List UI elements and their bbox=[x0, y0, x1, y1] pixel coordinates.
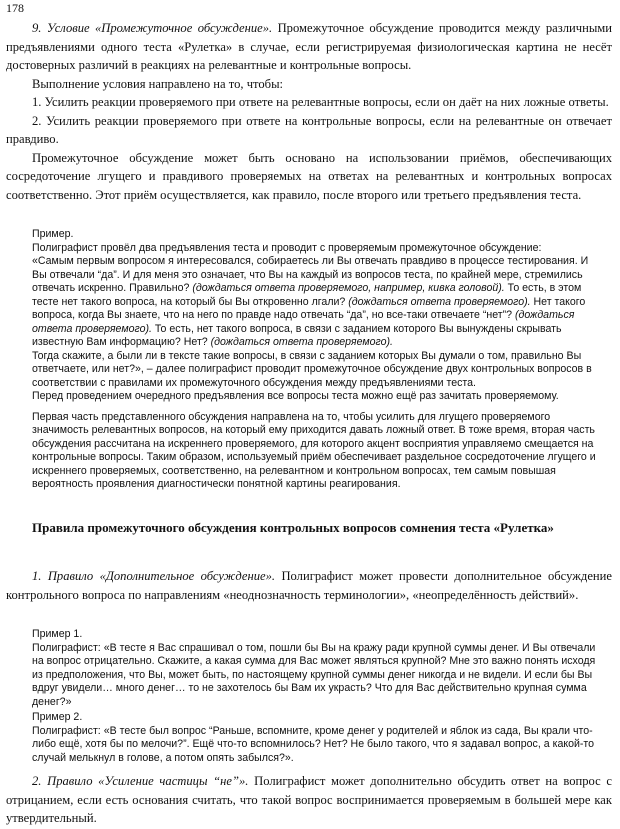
example-dialogue-continued: Тогда скажите, а были ли в тексте такие вопросы, в связи с заданием которых Вы думали о том, правильно Вы ответчаете, или нет?», – далее полиграфист проводит промежуточное обсуждение двух контрольных вопросов в соответствии с правилами их промежуточного обсуждения между предъявлениями теста. bbox=[32, 349, 592, 389]
example-2 bbox=[32, 711, 598, 765]
page-number: 178 bbox=[6, 1, 24, 15]
rule-2-text: Полиграфист может дополнительно обсудить ответ на вопрос с отрицанием, если есть основания считать, что такой вопрос воспринимается проверяемым в большей мере как утвердительный. bbox=[6, 774, 612, 825]
technique-paragraph: Промежуточное обсуждение может быть основано на использовании приёмов, обеспечивающих сосредоточение лгущего и правдивого проверяемых на ответах на релевантных и контрольных вопросах соответственно. Этот приём осуществляется, как правило, после второго или третьего предъявления теста. bbox=[6, 150, 612, 202]
rule-2-section bbox=[6, 772, 612, 828]
example-1 bbox=[32, 628, 598, 709]
rule-2-paragraph bbox=[6, 772, 612, 828]
rule-1-text: Полиграфист может провести дополнительное обсуждение контрольного вопроса по направлениям «неоднозначность терминологии», «неопределённость действий». bbox=[6, 569, 612, 602]
purpose-paragraph: Выполнение условия направлено на то, чтобы: bbox=[32, 76, 284, 91]
example-1-text: Полиграфист: «В тесте я Вас спрашивал о том, пошли бы Вы на кражу ради крупной суммы денег. И Вы отвечали на вопрос отрицательно. Скажите, а какая сумма для Вас может являться крупной? Мне это важно понять исходя из предположения, что Вы, может быть, по настоящему крупной суммы денег никогда и не видели. И если бы Вы вдруг увидели… много денег… то не захотелось бы Вам их украсть? Что для Вас действительно крупная сумма денег?» bbox=[32, 641, 596, 708]
example-analysis: Первая часть представленного обсуждения направлена на то, чтобы усилить для лгущего проверяемого значимость релевантных вопросов, на который ему приходится давать ложный ответ. В тоже время, вторая часть обсуждения рассчитана на искреннего проверяемого, для которого акцент восприятия управляемо смещается на контрольные вопросы. Таким образом, используемый приём обеспечивает раздельное сосредоточение лгущего и искреннего проверяемых, соответственно, на релевантном и контрольном вопросах, тем самым повышая вероятность проявления диагностически понятной картины реагирования. bbox=[32, 410, 596, 490]
intro-section bbox=[6, 19, 612, 204]
condition-text: Промежуточное обсуждение проводится между различными предъявлениями одного теста «Рулетка» в случае, если регистрируемая физиологическая картина не несёт достоверных различий в реакциях на релевантные и контрольные вопросы. bbox=[6, 21, 612, 72]
example-1-title: Пример 1. bbox=[32, 628, 83, 640]
rule-1-paragraph bbox=[6, 567, 612, 604]
rule-1-title: 1. Правило «Дополнительное обсуждение». bbox=[32, 569, 276, 583]
condition-paragraph bbox=[6, 19, 612, 75]
condition-title: 9. Условие «Промежуточное обсуждение». bbox=[32, 21, 273, 35]
example-reread-note: Перед проведением очередного предъявления все вопросы теста можно ещё раз зачитать проверяемому. bbox=[32, 390, 559, 402]
rule-2-title: 2. Правило «Усиление частицы “не”». bbox=[32, 774, 249, 788]
main-example bbox=[32, 228, 598, 492]
purpose-item-2: 2. Усилить реакции проверяемого при ответе на контрольные вопросы, если на релевантные он отвечает правдиво. bbox=[6, 113, 612, 146]
example-dialogue: «Самым первым вопросом я интересовался, собираетесь ли Вы отвечать правдиво в процессе тестирования. И Вы отвечали “да”. И для меня это означает, что Вы на каждый из вопросов теста, по крайней мере, стремились отвечать искренно. Правильно? (дождаться ответа проверяемого, например, кивка головой). То есть, в этом тесте нет такого вопроса, на который бы Вы откровенно лгали? (дождаться ответа проверяемого). Нет такого вопроса, когда Вы знаете, что на него по правде надо отвечать “да”, но все-таки отвечаете “нет”? (дождаться ответа проверяемого). То есть, нет такого вопроса, в связи с заданием которого Вы вынуждены скрывать известную Вам информацию? Нет? (дождаться ответа проверяемого). bbox=[32, 255, 589, 348]
section-heading: Правила промежуточного обсуждения контрольных вопросов сомнения теста «Рулетка» bbox=[32, 520, 554, 535]
purpose-item-1: 1. Усилить реакции проверяемого при ответе на релевантные вопросы, если он даёт на них ложные ответы. bbox=[32, 95, 609, 109]
rule-1-section bbox=[6, 567, 612, 604]
example-2-title: Пример 2. bbox=[32, 711, 83, 723]
example-2-text: Полиграфист: «В тесте был вопрос “Раньше, вспомните, кроме денег у родителей и яблок из сада, Вы крали что-либо ещё, хотя бы по мелочи?”. Ещё что-то вспомнилось? Нет? Не было такого, что я задавал вопрос, а какой-то случай мелькнул в голове, а потом опять забылся?». bbox=[32, 724, 595, 764]
example-title: Пример. bbox=[32, 228, 74, 240]
example-intro: Полиграфист провёл два предъявления теста и проводит с проверяемым промежуточное обсуждение: bbox=[32, 241, 542, 254]
